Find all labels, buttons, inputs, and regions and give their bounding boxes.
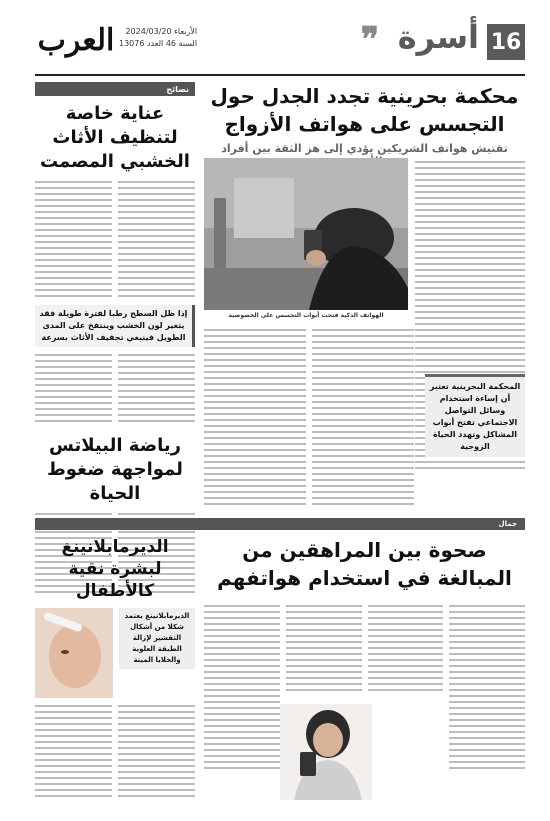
text-column — [35, 181, 112, 301]
teen-photo — [280, 704, 372, 800]
date-line: الأربعاء 2024/03/20 — [125, 27, 198, 36]
main-story — [204, 82, 525, 512]
left-headline: عناية خاصة لتنظيف الأثاث الخشبي المصمت — [40, 103, 190, 172]
issue-line: السنة 46 العدد 13076 — [119, 39, 198, 48]
skincare-image — [35, 608, 113, 698]
text-column — [368, 605, 444, 773]
main-photo — [204, 158, 408, 310]
face-photo — [35, 608, 113, 698]
left-body-text-2 — [35, 351, 195, 426]
teen-phone-story — [204, 536, 525, 801]
beauty-headline: الديرمابلانينغ لبشرة نقية كالأطفال — [61, 537, 169, 601]
column-tag: نصائح — [35, 82, 195, 96]
text-column — [35, 705, 112, 801]
main-subheadline: تفتيش هواتف الشريكين يؤدي إلى هز الثقة بين أفراد — [221, 142, 508, 155]
header-divider — [35, 74, 525, 76]
girl-with-phone-image — [280, 704, 372, 800]
text-column — [118, 181, 195, 301]
left-callout: إذا ظل السطح رطبا لفترة طويلة فقد يتغير لون الخشب وينتفخ على المدى الطويل فينبغي تجفيف الأثاث بسرعة — [35, 305, 195, 347]
woman-with-phone-image — [204, 158, 408, 310]
masthead-logo: العرب — [37, 22, 115, 58]
pilates-headline: رياضة البيلاتس لمواجهة ضغوط الحياة — [47, 435, 183, 504]
highlight-box: المحكمة البحرينية تعتبر أن إساءة استخدام وسائل التواصل الاجتماعي تفتح أبواب المشاكل وتهدد الحياة الزوجية — [425, 374, 525, 457]
main-headline: محكمة بحرينية تجدد الجدل حول التجسس على هواتف الأزواج — [210, 84, 519, 136]
page-header — [35, 14, 525, 72]
main-body-text — [204, 326, 414, 512]
left-column — [35, 82, 195, 512]
text-column — [312, 329, 414, 512]
text-column — [204, 605, 280, 773]
section-bar: جمال — [35, 518, 525, 530]
teen-headline: صحوة بين المراهقين من المبالغة في استخدام هواتفهم — [217, 538, 512, 590]
quote-mark-icon: ❞ — [360, 20, 379, 60]
beauty-body-text — [35, 702, 195, 801]
beauty-column — [35, 536, 195, 801]
page-number: 16 — [487, 24, 525, 60]
issue-info — [119, 26, 197, 50]
text-column — [204, 329, 306, 512]
text-column — [35, 354, 112, 426]
left-body-text — [35, 178, 195, 301]
beauty-highlight: الديرمابلانينغ يعتمد شكلا من أشكال التقشير لإزالة الطبقة العلوية والخلايا الميتة — [119, 608, 195, 669]
text-column — [118, 354, 195, 426]
text-column — [449, 605, 525, 773]
photo-caption: الهواتف الذكية فتحت أبواب التجسس على الخصوصية — [228, 312, 384, 319]
text-column — [118, 705, 195, 801]
section-title: أسرة — [397, 18, 479, 56]
